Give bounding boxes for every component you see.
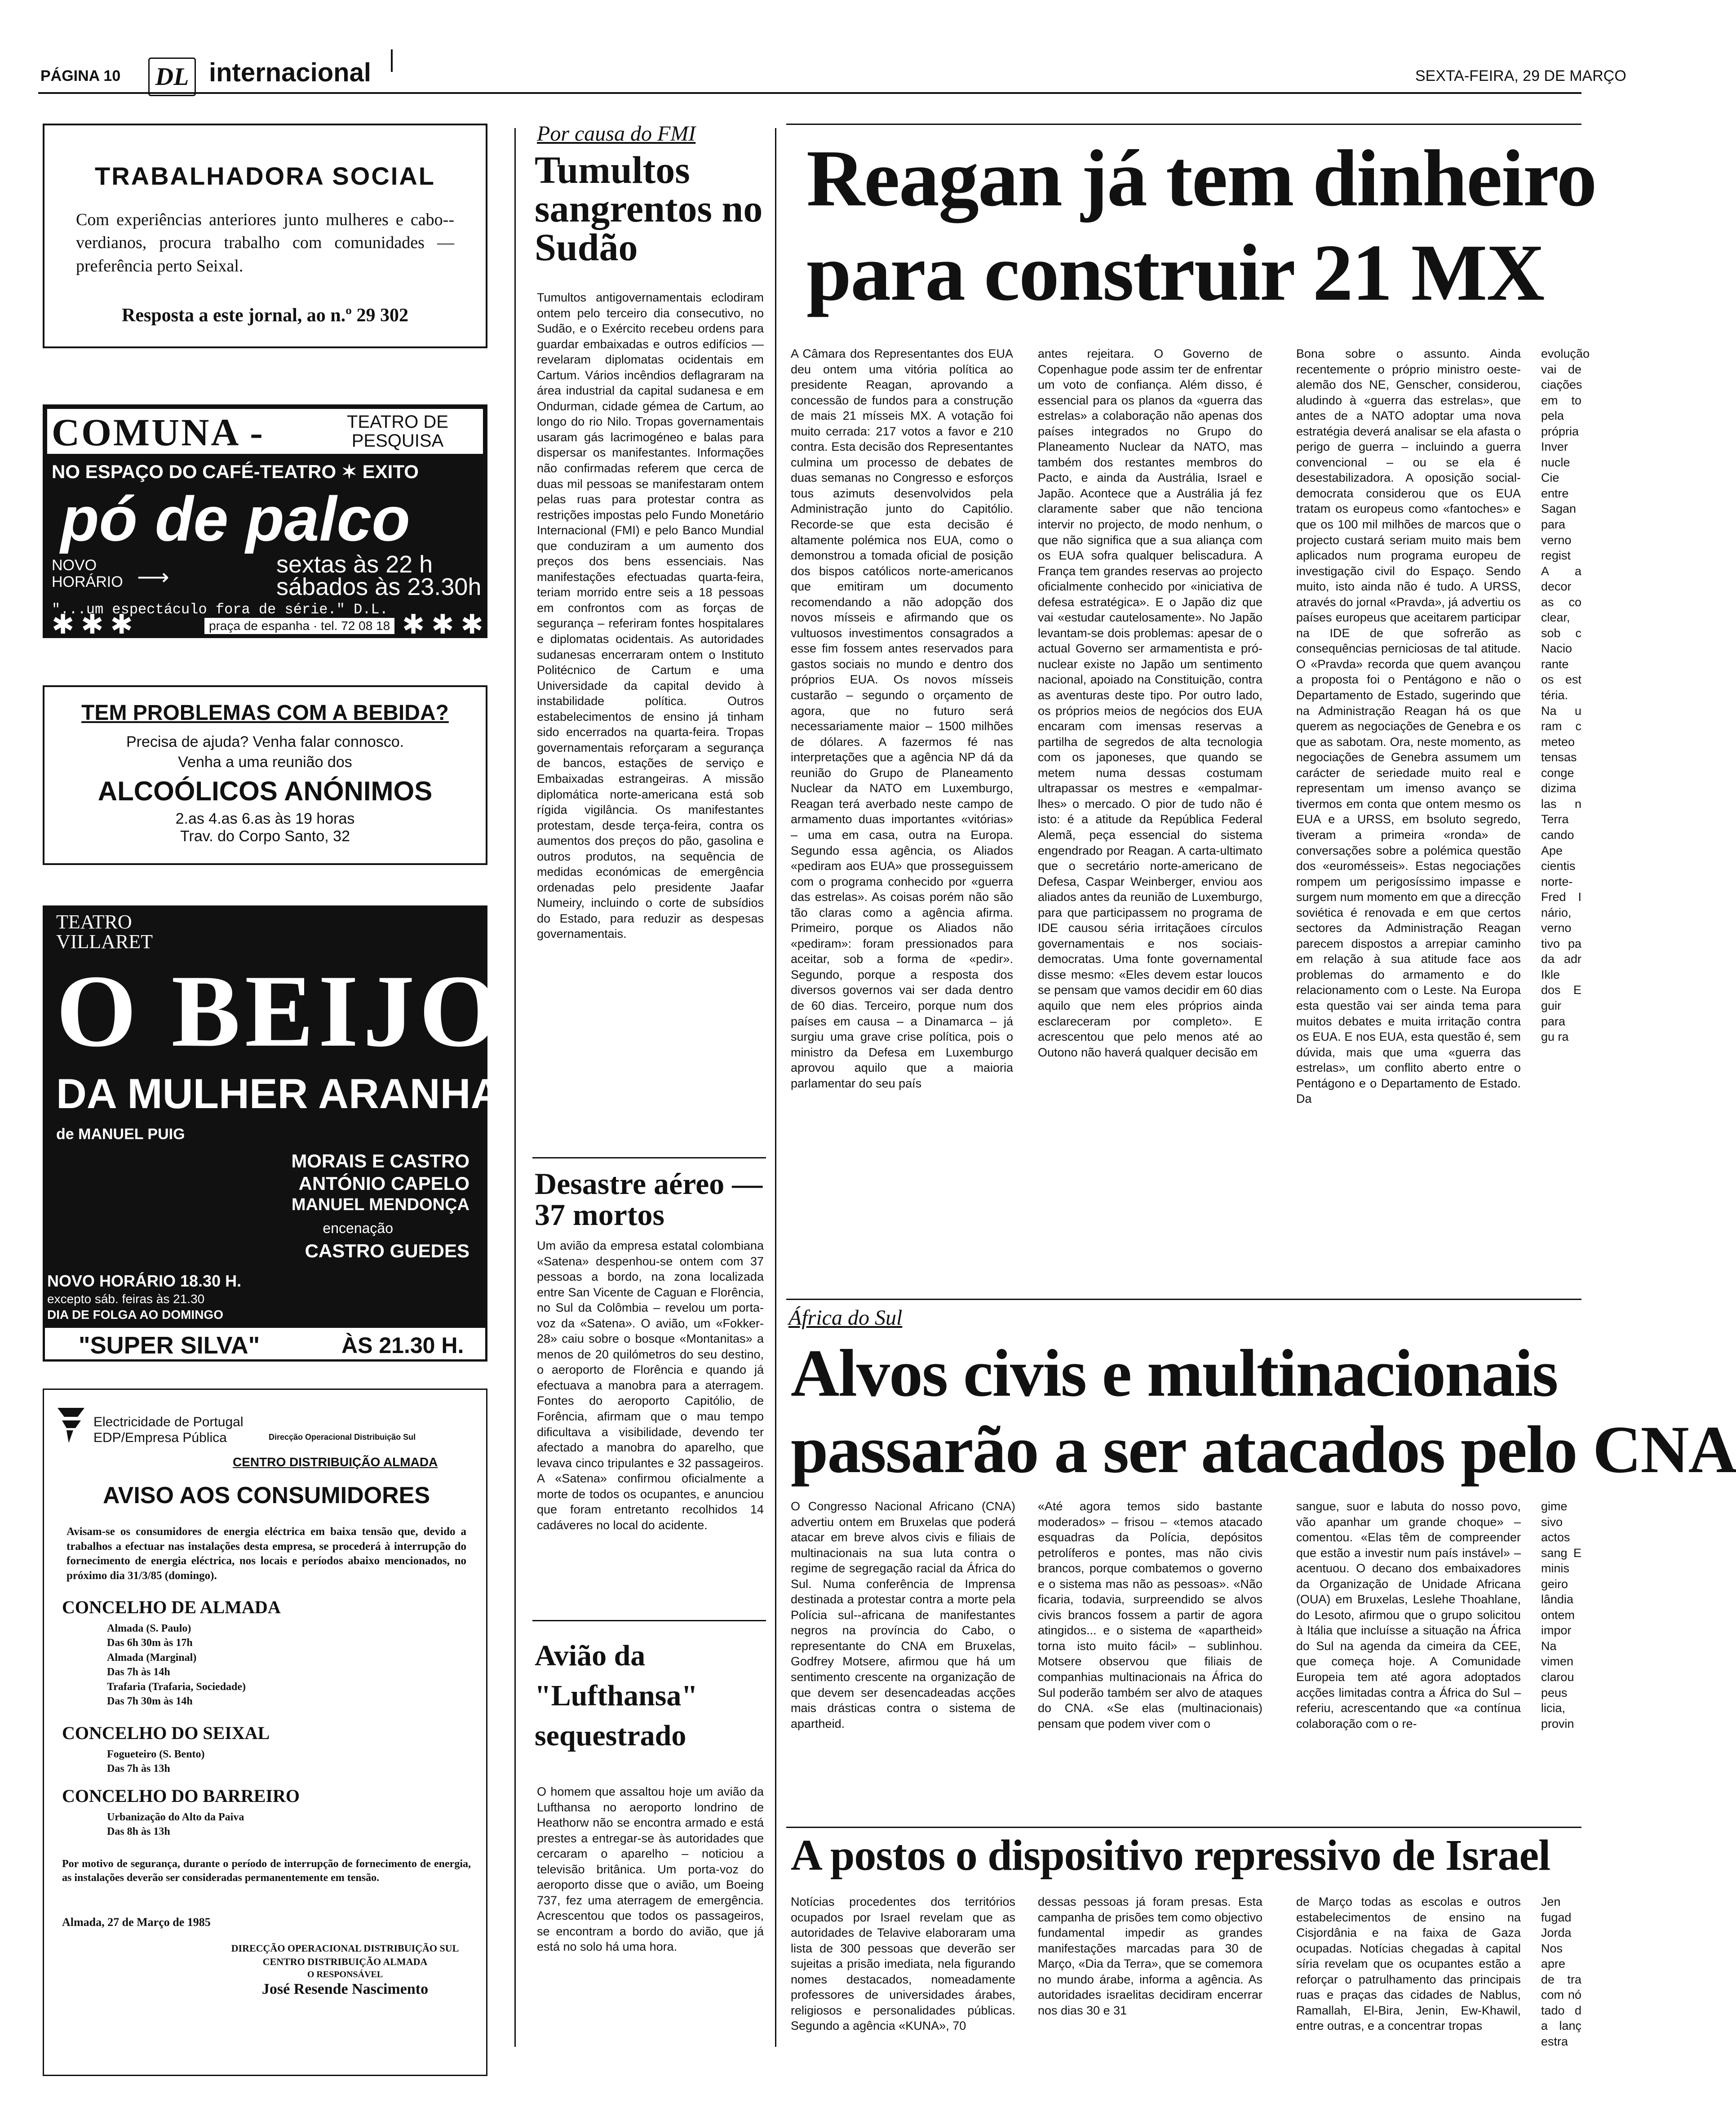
israel-body-col-2: dessas pessoas já foram presas. Esta campanha de prisões tem como objectivo fundamental impedir as grandes manifestações marcadas para 30 de Março, «Dia da Terra», que se comemora no mundo árabe, informa a agência. As autoridades israelitas decidiram encerrar nos dias 30 e 31 — [1038, 1895, 1262, 2017]
ad-villaret-director: CASTRO GUEDES — [305, 1240, 469, 1261]
africa-body-col-4: gime sivo actos sang E minis geiro lândia ontem impor Na vimen clarou peus licia, provin — [1541, 1500, 1581, 1730]
crash-headline: Desastre aéreo — 37 mortos — [535, 1167, 763, 1232]
ad-villaret-title-1: O BEIJO — [56, 954, 504, 1068]
sudan-headline: Tumultos sangrentos no Sudão — [535, 148, 763, 269]
edp-direction: Direcção Operacional Distribuição Sul — [269, 1433, 416, 1442]
ad-villaret-schedule-1: NOVO HORÁRIO 18.30 H. — [47, 1272, 242, 1290]
africa-body-col-1: O Congresso Nacional Africano (CNA) advertiu ontem em Bruxelas que poderá atacar em breve alvos civis e filiais de multinacionais na sua luta contra o regime de segregação racial da África do Sul. Numa conferência de Imprensa destinada a protestar contra a morte pela Polícia sul--africana de manifestantes negros na província do Cabo, o representante do CNA em Bruxelas, Godfrey Motsere, afirmou que há um sentimento crescente na organização de que devem ser desencadeadas acções mais drásticas contra o sistema de apartheid. — [791, 1500, 1015, 1730]
israel-body-col-3: de Março todas as escolas e outros estabelecimentos de ensino na Cisjordânia e na faixa de Gaza ocupadas. Notícias chegadas à capital síria revelam que os ocupantes estão a reforçar o patrulhamento das principais ruas e praças das cidades de Nablus, Ramallah, El-Bira, Jenin, Ew-Khawil, entre outras, e a concentrar tropas — [1296, 1895, 1521, 2033]
edp-company-2: EDP/Empresa Pública — [93, 1430, 227, 1445]
edp-concelho-2: CONCELHO DO SEIXAL — [62, 1723, 270, 1743]
israel-body-col-4: Jen fugad Jorda Nos apre de tra com nó tado d a lanç estra — [1541, 1895, 1581, 2048]
ad-silva-name: "SUPER SILVA" — [79, 1332, 260, 1359]
ad-aa-name: ALCOÓLICOS ANÓNIMOS — [97, 776, 433, 806]
africa-body-col-3: sangue, suor e labuta do nosso povo, vão apanhar um grande choque» – comentou. «Elas têm de compreender que estão a investir num país instável» – acentuou. O decano dos embaixadores da Organização de Unidade Africana (OUA) em Bruxelas, Leslehe Thoahlane, do Lesoto, afirmou que o grupo solicitou à Itália que incluísse a situação na África do Sul na agenda da cimeira da CEE, que começa hoje. A Comunidade Europeia tem até agora adoptados acções limitadas contra a África do Sul – referiu, acrescentando que «a contínua colaboração com o re- — [1296, 1500, 1521, 1730]
ad-social-body: Com experiências anteriores junto mulheres e cabo--verdianos, procura trabalho com comunidades — preferência perto Seixal. — [76, 210, 454, 275]
edp-concelho-2-list: Fogueteiro (S. Bento) Das 7h às 13h — [107, 1748, 205, 1775]
africa-headline-1: Alvos civis e multinacionais — [791, 1336, 1558, 1411]
header-rule — [38, 92, 1581, 94]
edp-sign-3: O RESPONSÁVEL — [307, 1970, 383, 1979]
ad-aa-line-1: Precisa de ajuda? Venha falar connosco. — [126, 733, 404, 750]
section-title: internacional — [209, 58, 371, 87]
column-divider — [514, 128, 516, 2047]
sudan-kicker: Por causa do FMI — [537, 122, 696, 146]
ad-comuna-novo: NOVO HORÁRIO — [52, 557, 123, 591]
ad-teatro-villaret — [43, 905, 504, 1328]
africa-headline-2: passarão a ser atacados pelo CNA — [791, 1412, 1736, 1487]
africa-body-col-2: «Até agora temos sido bastante moderados» – frisou – «temos atacado esquadras da Polícia, depósitos petrolíferos e pontes, mas não civis brancos, porque combatemos o governo e o sistema mas não as pessoas». «Não ficaria, todavia, surpreendido se alvos civis brancos fossem a partir de agora atingidos... e o sistema de «apartheid» torna isto muito fácil» – sublinhou. Motsere observou que filiais de companhias multinacionais na África do Sul poderão também ser alvo de ataques do CNA. «Se elas (multinacionais) pensam que podem viver com o — [1038, 1500, 1262, 1730]
ad-villaret-cast-3: MANUEL MENDONÇA — [291, 1195, 469, 1214]
ad-villaret-author: de MANUEL PUIG — [56, 1126, 185, 1143]
ad-social-worker — [43, 124, 487, 348]
ad-social-title: TRABALHADORA SOCIAL — [95, 162, 435, 190]
edp-concelho-1-list: Almada (S. Paulo) Das 6h 30m às 17h Almada (Marginal) Das 7h às 14h Trafaria (Trafaria, Sociedade) Das 7h 30m às 14h — [107, 1623, 246, 1707]
ad-villaret-cast-2: ANTÓNIO CAPELO — [298, 1173, 469, 1194]
ad-comuna-times-2: sábados às 23.30h — [276, 573, 482, 600]
ad-villaret-schedule-3: DIA DE FOLGA AO DOMINGO — [47, 1308, 223, 1322]
ad-social-reply: Resposta a este jornal, ao n.º 29 302 — [122, 305, 408, 326]
reagan-headline-1: Reagan já tem dinheiro — [806, 133, 1596, 223]
africa-kicker: África do Sul — [788, 1306, 903, 1330]
story-divider — [786, 1827, 1581, 1828]
ad-villaret-title-2: DA MULHER ARANHA — [56, 1070, 501, 1117]
edp-sign-2: CENTRO DISTRIBUIÇÃO ALMADA — [262, 1956, 428, 1967]
ad-comuna-address: praça de espanha · tel. 72 08 18 — [204, 618, 394, 634]
story-divider — [786, 1299, 1581, 1300]
ad-comuna-times-1: sextas às 22 h — [276, 551, 433, 578]
header-divider — [391, 49, 393, 72]
edp-logo-icon — [53, 1403, 89, 1444]
ad-aa-title: TEM PROBLEMAS COM A BEBIDA? — [81, 701, 449, 725]
story-divider — [532, 1620, 766, 1621]
crash-body: Um avião da empresa estatal colombiana «Satena» despenhou-se ontem com 37 pessoas a bordo, na zona localizada entre San Vicente de Caguan e Florência, no Sul da Colômbia – revelou um porta-voz da «Satena». O avião, um «Fokker-28» caiu sobre o bosque «Montanitas» a menos de 20 quilómetros do seu destino, o aeroporto de Florência e quando já efectuava a manobra para a aterragem. Fontes do aeroporto Capitólio, de Forência, afirmam que o mau tempo dificultava a visibilidade, devendo ter afectado a manobra do aparelho, que levava cinco tripulantes e 32 passageiros. A «Satena» confirmou oficialmente a morte de todos os ocupantes, e anunciou que foram entretanto recolhidos 14 cadáveres no local do acidente. — [537, 1239, 764, 1532]
ad-comuna-teatro: TEATRO DE PESQUISA — [347, 412, 448, 451]
ad-comuna-tag: "...um espectáculo fora de série." D.L. — [52, 601, 388, 618]
star-icon: ✱ ✱ ✱ — [402, 610, 483, 639]
edp-company-1: Electricidade de Portugal — [93, 1415, 244, 1429]
star-icon: ✱ ✱ ✱ — [52, 610, 133, 639]
ad-aa-address: Trav. do Corpo Santo, 32 — [180, 828, 350, 845]
ad-comuna-name-box — [47, 409, 483, 454]
israel-headline: A postos o dispositivo repressivo de Israel — [791, 1831, 1550, 1880]
ad-villaret-schedule-2: excepto sáb. feiras às 21.30 — [47, 1292, 205, 1306]
reagan-headline-2: para construir 21 MX — [806, 228, 1544, 317]
ad-comuna-name: COMUNA - — [52, 411, 265, 454]
reagan-body-col-4: evolução vai de ciações em to pela própria Inver nucle Cie entre Sagan para verno regist A a decor as co clear, sob c Nacio rante os est téria. Na u ram c meteo tensas conge dizima las n Terra cando Ape cientis norte- Fred I nário, verno tivo pa da adr Ikle dos E guir para gu ra — [1541, 347, 1590, 1044]
edp-centre: CENTRO DISTRIBUIÇÃO ALMADA — [233, 1455, 438, 1469]
israel-body-col-1: Notícias procedentes dos territórios ocupados por Israel revelam que as autoridades de Telavive elaboraram uma lista de 300 pessoas que deverão ser sujeitas a prisão imediata, nela figurando nomes destacados, nomeadamente professores de universidades árabes, religiosos e personalidades públicas. Segundo a agência «KUNA», 70 — [791, 1895, 1015, 2033]
ad-villaret-theatre: TEATRO VILLARET — [56, 911, 153, 953]
arrow-right-icon: ⟶ — [137, 564, 169, 590]
ad-comuna — [43, 404, 487, 638]
newspaper-logo-icon: DL — [148, 58, 196, 96]
story-divider — [532, 1157, 766, 1158]
edp-title: AVISO AOS CONSUMIDORES — [102, 1482, 430, 1509]
edp-sign-4: José Resende Nascimento — [261, 1981, 429, 1997]
ad-aa-line-2: Venha a uma reunião dos — [178, 754, 352, 771]
story-frame — [786, 124, 1581, 125]
ad-silva-time: ÀS 21.30 H. — [341, 1333, 464, 1358]
ad-comuna-space: NO ESPAÇO DO CAFÉ-TEATRO ✶ EXITO — [52, 461, 419, 482]
sudan-body: Tumultos antigovernamentais eclodiram ontem pelo terceiro dia consecutivo, no Sudão, e o Exército recebeu ordens para guardar embaixadas e outros edifícios — revelaram diplomatas ocidentais em Cartum. Vários incêndios deflagraram na área industrial da capital sudanesa e em Ondurman, cidade gémea de Cartum, ao longo do rio Nilo. Tropas governamentais usaram gás lacrimogéneo e balas para dispersar os manifestantes. Informações não confirmadas referem que cerca de duas mil pessoas se manifestaram ontem pelas ruas para protestar contra as restrições impostas pelo Fundo Monetário Internacional (FMI) e pelo Banco Mundial que conduziram a um aumento dos preços dos bens essenciais. Nas manifestações efectuadas quarta-feira, teriam morrido entre seis a 18 pessoas em confrontos com as forças de segurança – referiram fontes hospitalares e diplomatas ocidentais. As autoridades sudanesas encerraram ontem o Instituto Politécnico de Cartum e uma Universidade da capital devido à instabilidade política. Outros estabelecimentos de ensino já tinham sido encerrados na quarta-feira. Tropas governamentais reforçaram a segurança de bancos, estações de serviço e Embaixadas estrangeiras. A missão diplomática norte-americana está sob rígida vigilância. Os manifestantes protestam, desde terça-feira, contra os aumentos dos preços do pão, gasolina e outros produtos, na sequência de medidas económicas de emergência ordenadas pelo presidente Jaafar Numeiry, incluindo o corte de subsídios do Estado, para reduzir as despesas governamentais. — [537, 291, 764, 941]
ad-alcoholics-anonymous — [43, 685, 487, 865]
edp-note: Por motivo de segurança, durante o período de interrupção de fornecimento de energia, as instalações deverão ser consideradas permanentemente em tensão. — [62, 1858, 471, 1884]
ad-edp-notice — [43, 1389, 487, 2076]
ad-super-silva — [43, 1326, 487, 1362]
ad-aa-days: 2.as 4.as 6.as às 19 horas — [175, 810, 355, 827]
lufthansa-headline: Avião da "Lufthansa" sequestrado — [535, 1639, 698, 1753]
edp-concelho-3-list: Urbanização do Alto da Paiva Das 8h às 13h — [107, 1811, 244, 1838]
edp-concelho-3: CONCELHO DO BARREIRO — [62, 1786, 300, 1806]
ad-villaret-enc: encenação — [323, 1220, 393, 1236]
reagan-body-col-2: antes rejeitara. O Governo de Copenhague pode assim ter de enfrentar um voto de confiança. Além disso, é essencial para os planos da «guerra das estrelas» a colaboração não apenas dos países integrados no Grupo do Planeamento Nuclear da NATO, mas também dos restantes membros do Pacto, e ainda da Austrália, Israel e Japão. Acontece que a Austrália já fez claramente saber que não tenciona intervir no projecto, de modo nenhum, o que não significa que a sua aliança com os EUA sofra qualquer beliscadura. A França tem grandes reservas ao projecto oficialmente conhecido por «iniciativa de defesa estratégica». E o Japão diz que vai «estudar cautelosamente». No Japão levantam-se dois problemas: apesar de o actual Governo ser armamentista e pró-nuclear existe no Japão um sentimento nacional, apoiado na Constituição, contra as aventuras deste tipo. Por outro lado, os próprios meios de negócios dos EUA encaram com imensas reservas a partilha de segredos de alta tecnologia com os japoneses, que quando se metem numa dessas costumam ultrapassar os mestres e «empalmar-lhes» o mercado. O pior de tudo não é isto: é a atitude da República Federal Alemã, peça essencial do sistema engendrado por Reagan. A carta-ultimato que o secretário norte-americano de Defesa, Caspar Weinberger, enviou aos aliados antes da reunião de Luxemburgo, para que participassem no programa de IDE causou séria irritaçãoes círculos governamentais e nos sociais-democratas. Uma fonte governamental disse mesmo: «Eles devem estar loucos se pensam que vamos decidir em 60 dias aquilo que nem eles próprios ainda esclareceram por completo». E acrescentou que pelo menos até ao Outono não haverá qualquer decisão em — [1038, 347, 1262, 1059]
edp-place-date: Almada, 27 de Março de 1985 — [62, 1916, 211, 1929]
edp-intro: Avisam-se os consumidores de energia eléctrica em baixa tensão que, devido a trabalhos a efectuar nas instalações desta empresa, se procederá à interrupção do fornecimento de energia eléctrica, nos locais e períodos abaixo mencionados, no próximo dia 31/3/85 (domingo). — [66, 1526, 466, 1582]
page-date: SEXTA-FEIRA, 29 DE MARÇO — [1415, 67, 1626, 84]
reagan-body-col-3: Bona sobre o assunto. Ainda recentemente o próprio ministro oeste-alemão dos NE, Genscher, considerou, aludindo à «guerra das estrelas», que antes de a NATO adoptar uma nova estratégia deverá analisar se ela afasta o perigo de guerra – incluindo a guerra convencional – ou se ela é desestabilizadora. A oposição social-democrata considerou que os EUA tratam os europeus como «fantoches» e que os 100 mil milhões de marcos que o projecto custará seriam muito mais bem aplicados num programa europeu de investigação civil do Espaço. Sendo muito, isto ainda não é tudo. A URSS, através do jornal «Pravda», já advertiu os países europeus que aceitarem participar na IDE de que sofrerão as consequências perniciosas de tal atitude. O «Pravda» recorda que quem avançou a proposta foi o Pentágono e não o Departamento de Estado, sugerindo que na Administração Reagan há os que querem as negociações de Genebra e os que as sabotam. Ora, neste momento, as negociações de Genebra assumem um carácter de seriedade muito real e representam um imenso avanço se tivermos em conta que ontem mesmo os EUA e a URSS, em bsoluto segredo, tiveram a primeira «ronda» de conversações sobre a polémica questão dos «euromésseis». Estas negociações rompem um perigosíssimo impasse e surgem num momento em que a direcção soviética é renovada e em que certos sectores da Administração Reagan parecem dispostos a arrepiar caminho em relação à sua atitude face aos problemas do armamento e do relacionamento com o Leste. Na Europa esta questão vai ser ainda tema para muitos debates e muita irritação contra os EUA. E nos EUA, esta questão é, sem dúvida, mais que uma «guerra das estrelas», um conflito aberto entre o Pentágono e o Departamento de Estado. Da — [1296, 347, 1521, 1106]
edp-sign-1: DIRECÇÃO OPERACIONAL DISTRIBUIÇÃO SUL — [231, 1943, 459, 1954]
column-divider — [775, 128, 776, 2047]
ad-comuna-show: pó de palco — [61, 484, 410, 554]
lufthansa-body: O homem que assaltou hoje um avião da Lufthansa no aeroporto londrino de Heathorw não se encontra armado e está prestes a entregar-se às autoridades que cercaram o aparelho – noticiou a televisão britânica. Um porta-voz do aeroporto disse que o avião, um Boeing 737, fez uma aterragem de emergência. Acrescentou que todos os passageiros, se encontram a bordo do avião, que já está no solo há uma hora. — [537, 1785, 764, 1954]
page-number: PÁGINA 10 — [40, 67, 121, 84]
edp-concelho-1: CONCELHO DE ALMADA — [62, 1597, 281, 1617]
ad-villaret-cast-1: MORAIS E CASTRO — [291, 1150, 469, 1171]
reagan-body-col-1: A Câmara dos Representantes dos EUA deu ontem uma vitória política ao presidente Reagan, aprovando a concessão de fundos para a construção de mais 21 mísseis MX. A votação foi muito cerrada: 217 votos a favor e 210 contra. Esta decisão dos Representantes culmina um processo de debates de duas semanas no Congresso e esforços tous azimuts desenvolvidos pela Administração junto do Capitólio. Recorde-se que esta decisão é altamente polémica nos EUA, como o demonstrou a tomada oficial de posição dos bispos católicos norte-americanos que emitiram um documento recomendando a não adopção dos novos mísseis e afirmando que os vultuosos investimentos consagrados a esse fim fossem antes reservados para gastos sociais no mundo e dentro dos próprios EUA. Os novos mísseis custarão – segundo o orçamento de agora, que no futuro será necessariamente maior – 1500 milhões de dólares. A fazermos fé nas interpretações que a agência NP dá da reunião do Grupo de Planeamento Nuclear da NATO em Luxemburgo, Reagan terá averbado neste campo de armamento duas importantes «vitórias» – uma em casa, outra na Europa. Segundo essa agência, os Aliados «pediram aos EUA» que prosseguissem com o programa conhecido por «guerra das estrelas». As coisas porém não são tão claras como a agência afirma. Primeiro, porque os Aliados não «pediram»: foram pressionados para aceitar, sob a forma de «pedir». Segundo, porque a resposta dos diversos governos vai ser dada dentro de 60 dias. Terceiro, porque num dos países em causa – a Dinamarca – já surgiu uma grave crise política, pois o ministro da Defesa em Luxemburgo aprovou aquilo que a maioria parlamentar do seu país — [791, 347, 1013, 1090]
